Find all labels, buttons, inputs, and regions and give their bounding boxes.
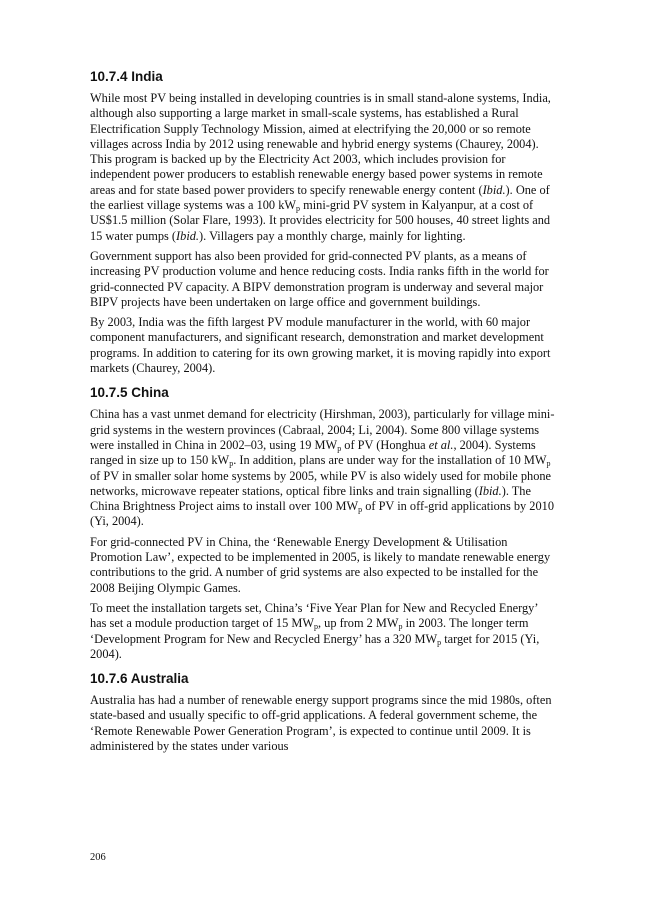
unit-subscript: p [229, 459, 234, 469]
page-number: 206 [90, 852, 106, 863]
document-page [90, 60, 556, 759]
text-run: target for 2015 (Yi, 2004). [90, 631, 540, 661]
india-paragraph-3: By 2003, India was the fifth largest PV module manufacturer in the world, with 60 major component manufacturers, and significant research, demonstration and market development programs. In addition to catering for its own growing market, it is moving rapidly into export markets (Chaurey, 2004). [90, 315, 551, 376]
text-run: ). One of the earliest village systems was a 100 kW [90, 182, 550, 213]
unit-subscript: p [437, 637, 442, 647]
text-run: , 2004). Systems ranged in size up to 150 kW [90, 437, 536, 468]
section-heading-china: 10.7.5 China [90, 385, 169, 401]
text-run: ). The China Brightness Project aims to install over 100 MW [90, 483, 531, 514]
citation-ibid: Ibid. [478, 483, 502, 498]
text-run: mini-grid PV system in Kalyanpur, at a cost of US$1.5 million (Solar Flare, 1993). It provides electricity for 500 houses, 40 street lights and 15 water pumps ( [90, 198, 551, 243]
unit-subscript: p [296, 204, 301, 214]
section-heading-india: 10.7.4 India [90, 69, 163, 84]
unit-subscript: p [398, 622, 403, 632]
section-heading-australia: 10.7.6 Australia [90, 671, 189, 687]
text-run: of PV (Honghua [341, 437, 429, 452]
text-run: ). Villagers pay a monthly charge, mainly for lighting. [199, 228, 466, 243]
australia-paragraph-1: Australia has had a number of renewable energy support programs since the mid 1980s, often state-based and usually specific to off-grid applications. A federal government scheme, the ‘Remote Renewable Power Generation Program’, is expected to continue until 2009. It is administered by the states under various [90, 693, 552, 753]
unit-subscript: p [337, 443, 342, 453]
text-run: While most PV being installed in developing countries is in small stand-alone systems, India, although also supporting a large market in small-scale systems, has established a Rural Electrification Supply Technology Mission, aimed at electrifying the 20,000 or so remote villages across India by 2012 using renewable and hybrid energy systems (Chaurey, 2004). This program is backed up by the Electricity Act 2003, which includes provision for independent power producers to establish renewable energy based power systems in remote areas and for state based power providers to specify renewable energy content ( [90, 91, 551, 197]
citation-et-al: et al. [428, 437, 454, 452]
india-paragraph-2: Government support has also been provided for grid-connected PV plants, as a means of increasing PV production volume and hence reducing costs. India ranks fifth in the world for grid-connected PV capacity. A BIPV demonstration program is underway and several major BIPV projects have been undertaken on large office and government buildings. [90, 248, 549, 309]
india-paragraph-1 [90, 91, 556, 244]
text-run: of PV in off-grid applications by 2010 (Yi, 2004). [90, 499, 554, 529]
unit-subscript: p [358, 505, 363, 515]
text-run: , up from 2 MW [317, 616, 399, 631]
china-paragraph-2: For grid-connected PV in China, the ‘Renewable Energy Development & Utilisation Promotion Law’, expected to be implemented in 2005, is likely to mandate renewable energy contributions to the grid. A number of grid systems are also expected to be installed for the 2008 Beijing Olympic Games. [90, 534, 551, 595]
text-run: China has a vast unmet demand for electricity (Hirshman, 2003), particularly for village mini-grid systems in the western provinces (Cabraal, 2004; Li, 2004). Some 800 village systems were installed in China in 2002–03, using 19 MW [90, 407, 555, 452]
text-run: of PV in smaller solar home systems by 2005, while PV is also widely used for mobile phone networks, microwave repeater stations, optical fibre links and train signalling ( [90, 468, 552, 498]
unit-subscript: p [546, 459, 551, 469]
text-run: . In addition, plans are under way for the installation of 10 MW [233, 453, 547, 468]
citation-ibid: Ibid. [176, 228, 200, 243]
text-run: in 2003. The longer term ‘Development Program for New and Recycled Energy’ has a 320 MW [90, 616, 529, 646]
china-paragraph-1 [90, 407, 556, 529]
china-paragraph-3 [90, 601, 556, 662]
text-run: To meet the installation targets set, China’s ‘Five Year Plan for New and Recycled Energy’ has set a module production target of 15 MW [90, 600, 538, 631]
unit-subscript: p [313, 622, 318, 632]
citation-ibid: Ibid. [482, 182, 506, 197]
